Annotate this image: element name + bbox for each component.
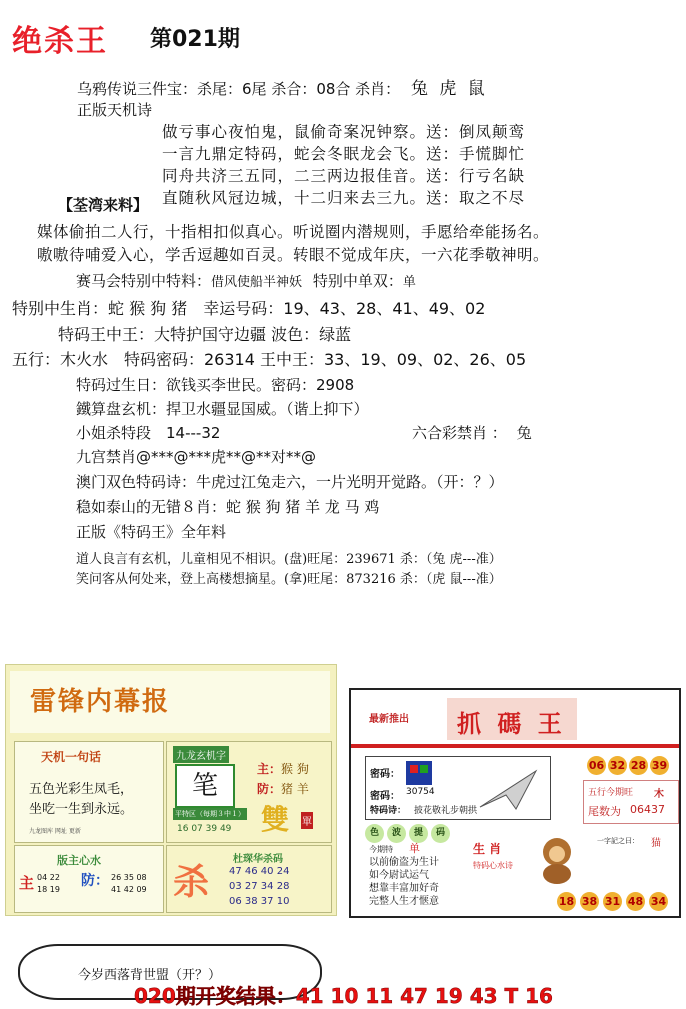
cloud-text: 今岁西落背世盟（开？） xyxy=(78,968,222,983)
xiaojie-line: 小姐杀特段 14---32 xyxy=(76,424,221,442)
banzhu-fang-nums xyxy=(111,872,147,896)
fang-nums-row: 26 35 08 xyxy=(111,873,147,882)
daoren-line: 道人良言有玄机，儿童相见不相识。(盘)旺尾：239671 杀：（兔 虎---准） xyxy=(76,552,502,567)
pingte-label: 平特区（每期３中１） xyxy=(175,810,245,818)
bi-fang-label: 防： xyxy=(257,782,282,796)
circle-char: 色 xyxy=(365,824,384,843)
yiding-value: 猫 xyxy=(651,838,661,849)
saima-value: 借风使船半神妖 xyxy=(211,275,303,290)
mima-text: 特码心水诗 xyxy=(473,861,513,870)
banzhu-box xyxy=(14,845,164,913)
tianji-line: 五色光彩生凤毛， xyxy=(29,782,134,797)
top-balls xyxy=(587,756,675,780)
banzhu-zhu-nums xyxy=(37,872,60,896)
zhuama-title-bg xyxy=(447,698,577,740)
tewang-line: 特码王中王：大特护国守边疆 波色：绿蓝 xyxy=(58,325,352,344)
mima-label: 密码： xyxy=(370,769,400,780)
zhongsheng-line: 特别中生肖：蛇 猴 狗 猪 幸运号码：19、43、28、41、49、02 xyxy=(12,299,486,318)
shama-row: 47 46 40 24 xyxy=(229,866,290,877)
right-poem-line: 如今尉试运气 xyxy=(369,870,429,881)
jinqi-label: 今期特 xyxy=(369,845,393,854)
leifeng-title: 雷锋内幕报 xyxy=(30,687,171,717)
weishu-label: 尾数为 xyxy=(588,805,621,818)
mima-value: 30754 xyxy=(406,787,435,797)
sha-char: 杀 xyxy=(173,862,210,903)
poem-line: 同舟共济三五同，二三两边报佳音。送：行亏名缺 xyxy=(162,167,526,185)
right-poem-line: 完整人生才惬意 xyxy=(369,896,439,907)
line-wuya xyxy=(77,74,488,99)
bi-fang xyxy=(257,780,309,797)
brand-title: 绝杀王 xyxy=(12,24,108,59)
bi-char: 笔 xyxy=(175,764,235,808)
teshi-label: 特码诗： xyxy=(370,806,407,816)
circle-char: 提 xyxy=(409,824,428,843)
aomen-line: 澳门双色特码诗：牛虎过江兔走六，一片光明开觉路。（开：？） xyxy=(76,473,504,491)
danshuang-value: 单 xyxy=(402,275,416,290)
ball: 31 xyxy=(603,892,622,911)
mima2-label: 密码： xyxy=(370,791,400,802)
result-nums: 41 10 11 47 19 43 T 16 xyxy=(295,984,553,1008)
bottom-balls xyxy=(557,892,677,914)
teshi-value: 披花敬礼步朝拱 xyxy=(414,806,478,816)
banzhu-fang: 防： xyxy=(81,873,109,889)
right-poem xyxy=(369,856,439,908)
pingte-nums: 16 07 39 49 xyxy=(177,824,232,834)
leifeng-panel xyxy=(5,664,337,916)
wan-line: 嗷嗷待哺爱入心，学舌逗趣如百灵。转眼不觉成年庆，一六花季敬神明。 xyxy=(37,246,550,264)
liuhe-line xyxy=(412,422,532,443)
wencuo-line: 稳如泰山的无错８肖：蛇 猴 狗 猪 羊 龙 马 鸡 xyxy=(76,498,380,516)
wuxing-label: 五行今期旺 xyxy=(588,788,634,798)
quannian-line: 正版《特码王》全年料 xyxy=(76,523,227,541)
bi-box xyxy=(166,741,332,843)
tiesuan-line: 鐵算盘玄机：捍卫水疆显国威。（谐上抑下） xyxy=(76,400,369,418)
saima-line xyxy=(76,270,416,291)
shama-row: 03 27 34 28 xyxy=(229,881,290,892)
right-poem-line: 以前偷盗为生计 xyxy=(369,857,439,868)
ball: 32 xyxy=(608,756,627,775)
weishu-value: 06437 xyxy=(630,803,665,816)
leifeng-header xyxy=(10,671,330,733)
dan-label: 单 xyxy=(409,842,420,855)
tianji-foot: 九龙图库 网址 更新 xyxy=(29,828,81,835)
liuhe-value: 兔 xyxy=(516,424,532,442)
mima-box xyxy=(365,756,551,820)
dan-char: 單 xyxy=(301,812,313,829)
bi-zhu xyxy=(257,760,309,777)
jiugong-line: 九宫禁肖@***@***虎**@**对**@ xyxy=(76,448,317,466)
ball: 39 xyxy=(650,756,669,775)
zhuama-divider xyxy=(351,744,679,748)
ball: 38 xyxy=(580,892,599,911)
danshuang-label: 特别中单双： xyxy=(312,272,403,290)
shama-label: 杜琛华杀码 xyxy=(233,854,283,865)
wuya-zodiac: 兔 虎 鼠 xyxy=(410,79,488,99)
wuxing-value: 木 xyxy=(654,789,664,800)
zhu-nums-row: 18 19 xyxy=(37,885,60,894)
poem-line: 做亏事心夜怕鬼，鼠偷奇案况钟察。送：倒凤颠鸾 xyxy=(162,123,526,141)
circle-row xyxy=(365,824,485,840)
liuhe-label: 六合彩禁肖 ： xyxy=(412,424,507,442)
logo-icon xyxy=(406,761,432,785)
guoshengri-line: 特码过生日：欲钱买李世民。密码：2908 xyxy=(76,376,355,394)
right-poem-line: 想靠丰富加好奇 xyxy=(369,883,439,894)
shama-box xyxy=(166,845,332,913)
poem-line: 一言九鼎定特码，蛇会冬眠龙会飞。送：手慌脚忙 xyxy=(162,145,526,163)
plane-icon xyxy=(476,761,544,815)
zhuama-panel xyxy=(349,688,681,918)
yiding-label: 一字記之曰： xyxy=(597,837,639,845)
ball: 06 xyxy=(587,756,606,775)
shuang-char: 雙 xyxy=(261,803,290,836)
circle-char: 码 xyxy=(431,824,450,843)
ball: 48 xyxy=(626,892,645,911)
shama-rows xyxy=(229,864,289,909)
saima-label: 赛马会特别中特料： xyxy=(76,272,212,290)
circle-char: 波 xyxy=(387,824,406,843)
banzhu-zhu: 主 xyxy=(19,874,35,892)
ball: 18 xyxy=(557,892,576,911)
zhuama-tag: 最新推出 xyxy=(369,714,409,725)
wuxing-line: 五行：木火水 特码密码：26314 王中王：33、19、09、02、26、05 xyxy=(12,350,527,369)
wan-label: 【荃湾来料】 xyxy=(58,196,149,214)
wuya-text: 乌鸦传说三件宝：杀尾：6尾 杀合：08合 杀肖： xyxy=(77,80,401,98)
monkey-icon xyxy=(527,830,587,886)
poem-line: 直随秋风冠边城，十二归来去三九。送：取之不尽 xyxy=(162,189,526,207)
xiaowen-line: 笑问客从何处来，登上高楼想摘星。(拿)旺尾：873216 杀：（虎 鼠---准） xyxy=(76,572,502,587)
sheng-label: 生 肖 xyxy=(473,842,502,856)
bi-fang-value: 猪 羊 xyxy=(281,782,309,796)
wan-line: 媒体偷拍二人行，十指相扣似真心。听说圈内潜规则，手愿给牵能扬名。 xyxy=(37,223,550,241)
shama-row: 06 38 37 10 xyxy=(229,896,290,907)
tianji-line: 坐吃一生到永远。 xyxy=(29,802,134,817)
bi-zhu-label: 主： xyxy=(257,762,282,776)
tianji-label: 天机一句话 xyxy=(41,750,102,764)
wuxing-box xyxy=(583,780,679,824)
tianji-box xyxy=(14,741,164,843)
bi-label: 九龙玄机字 xyxy=(173,746,229,763)
fang-nums-row: 41 42 09 xyxy=(111,885,147,894)
poem-label: 正版天机诗 xyxy=(77,101,153,119)
ball: 28 xyxy=(629,756,648,775)
zhuama-title: 抓 碼 王 xyxy=(457,709,566,738)
ball: 34 xyxy=(649,892,668,911)
result-line xyxy=(134,980,553,1009)
zhu-nums-row: 04 22 xyxy=(37,873,60,882)
issue-number: 第021期 xyxy=(150,27,240,52)
bi-zhu-value: 猴 狗 xyxy=(281,762,309,776)
result-label: 020期开奖结果： xyxy=(134,984,296,1008)
banzhu-label: 版主心水 xyxy=(57,854,101,867)
